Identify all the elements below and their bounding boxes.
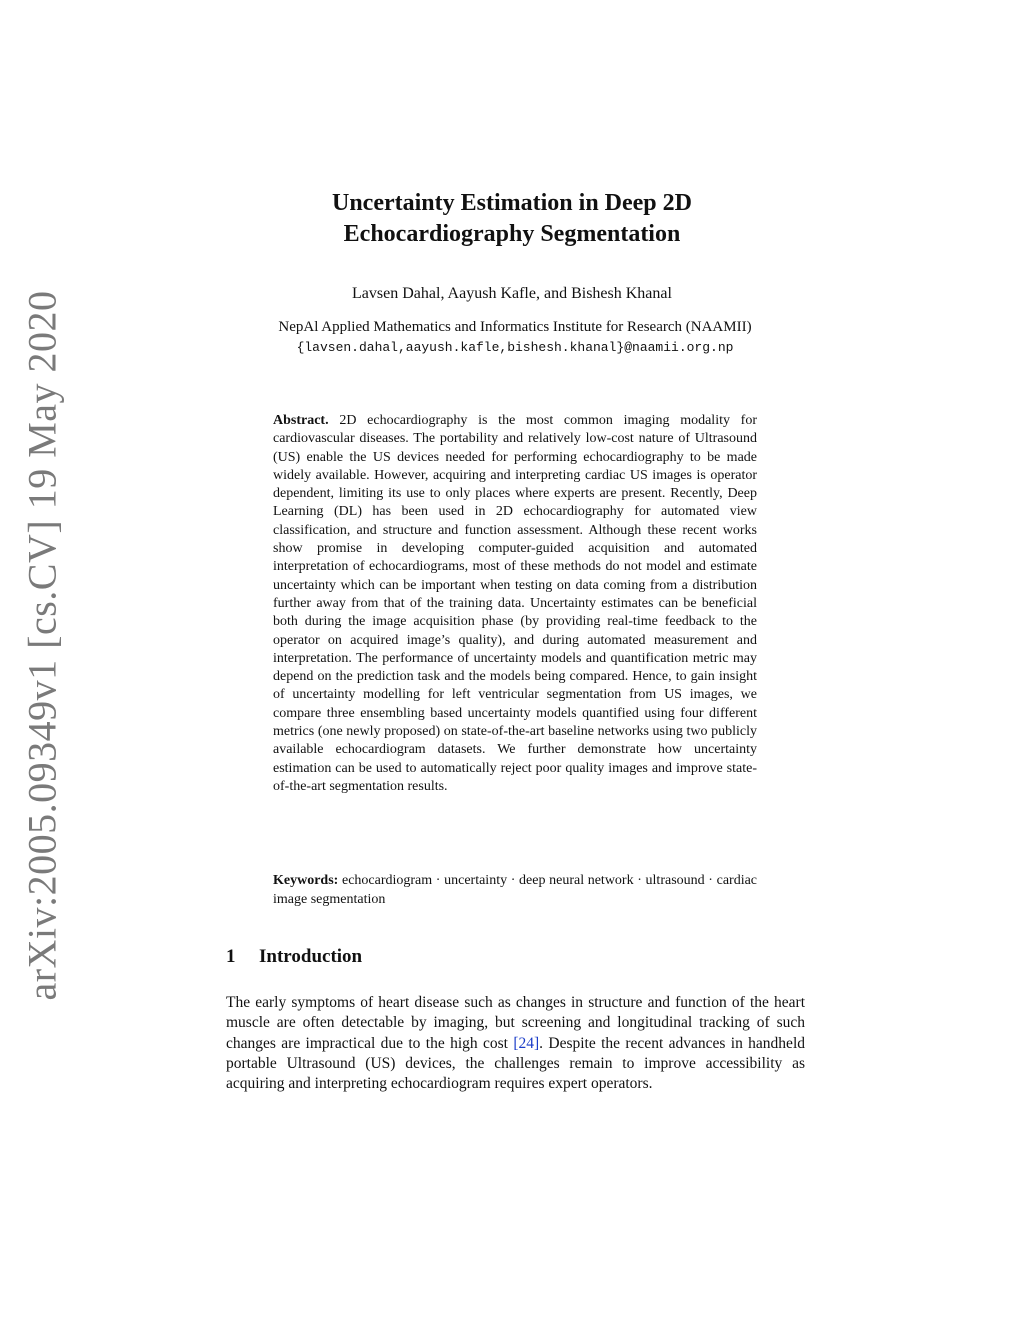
paper-affiliation: NepAl Applied Mathematics and Informatics Institute for Research (NAAMII) [278,319,752,335]
arxiv-identifier-text: arXiv:2005.09349v1 [cs.CV] 19 May 2020 [19,289,65,1001]
keywords-block [273,872,757,909]
introduction-paragraph [226,993,805,1094]
citation-link[interactable]: [24] [513,1034,540,1052]
abstract-block [273,412,757,796]
paper-authors: Lavsen Dahal, Aayush Kafle, and Bishesh Khanal [352,285,672,302]
paper-email: {lavsen.dahal,aayush.kafle,bishesh.khanal}@naamii.org.np [296,340,734,355]
section-title: Introduction [259,946,363,967]
section-heading-introduction [226,946,362,968]
paper-title-line-2: Echocardiography Segmentation [343,221,681,247]
section-number: 1 [226,946,236,967]
intro-text-start: The early symptoms of heart disease such as changes in structure and function of the heart muscle are often detectable by imaging, but screening and longitudinal tracking of such changes are impractical due to the high cost [226,994,805,1052]
abstract-text: 2D echocardiography is the most common imaging modality for cardiovascular diseases. The portability and relatively low-cost nature of Ultrasound (US) enable the US devices needed for performing echocardiography to be made widely available. However, acquiring and interpreting cardiac US images is operator dependent, limiting its use to only places where experts are present. Recently, Deep Learning (DL) has been used in 2D echocardiography for automated view classification, and structure and function assessment. Although these recent works show promise in developing computer-guided acquisition and automated interpretation of echocardiograms, most of these methods do not model and estimate uncertainty which can be important when testing on data coming from a distribution further away from that of the training data. Uncertainty estimates can be beneficial both during the image acquisition phase (by providing real-time feedback to the operator on acquired image’s quality), and during automated measurement and interpretation. The performance of uncertainty models and quantification metric may depend on the prediction task and the models being compared. Hence, to gain insight of uncertainty modelling for left ventricular segmentation from US images, we compare three ensembling based uncertainty models quantified using four different metrics (one newly proposed) on state-of-the-art baseline networks using two publicly available echocardiogram datasets. We further demonstrate how uncertainty estimation can be used to automatically reject poor quality images and improve state-of-the-art segmentation results. [273,413,758,794]
keywords-text: echocardiogram · uncertainty · deep neural network · ultrasound · cardiac image segmentation [273,873,758,907]
paper-title-line-1: Uncertainty Estimation in Deep 2D [332,190,692,216]
arxiv-identifier-stamp [12,289,72,1001]
intro-text-end: . Despite the recent advances in handheld portable Ultrasound (US) devices, the challenges remain to improve accessibility as acquiring and interpreting echocardiogram requires expert operators. [226,1034,805,1093]
keywords-label: Keywords: [273,873,339,888]
abstract-label: Abstract. [273,413,329,428]
